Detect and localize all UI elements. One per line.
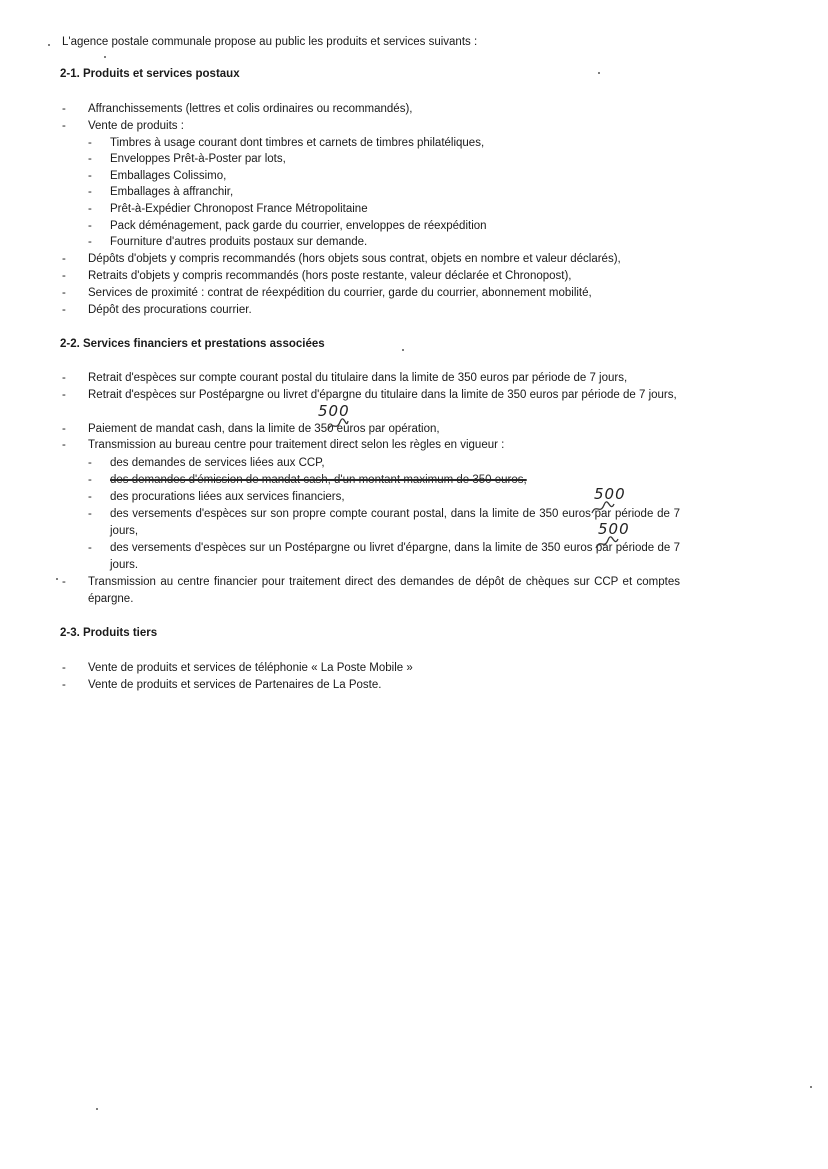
- list-item-text: Services de proximité : contrat de réexpédition du courrier, garde du courrier, abonnement mobilité,: [88, 287, 592, 299]
- list-item: [62, 574, 680, 608]
- list-item-text: Retrait d'espèces sur compte courant postal du titulaire dans la limite de 350 euros par période de 7 jours,: [88, 372, 628, 384]
- scan-speck: [56, 578, 58, 580]
- sub-list-item: [88, 184, 680, 201]
- bullet-dash: -: [62, 576, 66, 588]
- list-item: [62, 118, 680, 135]
- bullet-dash: -: [62, 270, 66, 282]
- sub-list-item: [88, 201, 680, 218]
- bullet-dash: -: [88, 236, 92, 248]
- list-item: [62, 660, 680, 677]
- scan-speck: [104, 56, 106, 58]
- sub-list-item-text: Enveloppes Prêt-à-Poster par lots,: [110, 153, 286, 165]
- sub-list-item-text: Prêt-à-Expédier Chronopost France Métropolitaine: [110, 203, 368, 215]
- list-item-text: Paiement de mandat cash, dans la limite de 350 euros par opération,: [88, 423, 440, 435]
- list-item: [62, 370, 680, 387]
- handwritten-500-annotation: 500: [598, 520, 630, 538]
- sub-list-item-text: Timbres à usage courant dont timbres et carnets de timbres philatéliques,: [110, 137, 485, 149]
- bullet-dash: -: [62, 423, 66, 435]
- list-item: [62, 677, 680, 694]
- bullet-dash: -: [88, 508, 92, 520]
- list-item: [62, 268, 680, 285]
- bullet-dash: -: [88, 137, 92, 149]
- sub-list-item-text: des procurations liées aux services financiers,: [110, 491, 345, 503]
- bullet-dash: -: [62, 439, 66, 451]
- sub-list-item-text: Emballages à affranchir,: [110, 186, 234, 198]
- sub-list-item: [88, 168, 680, 185]
- bullet-dash: -: [62, 662, 66, 674]
- section-heading-third-party: 2-3. Produits tiers: [60, 627, 158, 639]
- section-heading-postal: 2-1. Produits et services postaux: [60, 68, 240, 80]
- list-item-text: Affranchissements (lettres et colis ordinaires ou recommandés),: [88, 103, 413, 115]
- bullet-dash: -: [62, 253, 66, 265]
- scan-speck: [96, 1108, 98, 1110]
- sub-list-item: [88, 135, 680, 152]
- sub-list-item-text: des versements d'espèces sur son propre compte courant postal, dans la limite de 350 euros par période de 7 jours,: [110, 508, 680, 537]
- bullet-dash: -: [62, 304, 66, 316]
- bullet-dash: -: [88, 153, 92, 165]
- list-item-text: Vente de produits et services de Partenaires de La Poste.: [88, 679, 382, 691]
- sub-list-item: [88, 218, 680, 235]
- sub-list-item-text: des demandes de services liées aux CCP,: [110, 457, 325, 469]
- scribble-mark: [326, 418, 350, 434]
- list-item: [62, 387, 680, 404]
- handwritten-500-annotation: 500: [594, 485, 626, 503]
- sub-list-item-text: des versements d'espèces sur un Postépargne ou livret d'épargne, dans la limite de 350 euros par période de 7 jours.: [110, 542, 680, 571]
- list-item: [62, 302, 680, 319]
- sub-list-item: [88, 234, 680, 251]
- bullet-dash: -: [62, 679, 66, 691]
- bullet-dash: -: [88, 186, 92, 198]
- list-item-text: Retrait d'espèces sur Postépargne ou livret d'épargne du titulaire dans la limite de 350 euros par période de 7 jours,: [88, 389, 677, 401]
- sub-list-item: [88, 455, 680, 472]
- scan-speck: [810, 1086, 812, 1088]
- bullet-dash: -: [62, 103, 66, 115]
- scan-speck: [598, 72, 600, 74]
- list-item: [62, 285, 680, 302]
- list-item: [62, 437, 680, 454]
- scan-speck: [48, 44, 50, 46]
- list-item: [62, 101, 680, 118]
- intro-text: L'agence postale communale propose au public les produits et services suivants :: [62, 36, 478, 48]
- scan-speck: [402, 349, 404, 351]
- list-item: [62, 251, 680, 268]
- sub-list-item-text: Emballages Colissimo,: [110, 170, 227, 182]
- bullet-dash: -: [88, 203, 92, 215]
- list-item-text: Transmission au bureau centre pour traitement direct selon les règles en vigueur :: [88, 439, 505, 451]
- bullet-dash: -: [88, 170, 92, 182]
- list-item-text: Dépôt des procurations courrier.: [88, 304, 252, 316]
- list-item-text: Retraits d'objets y compris recommandés (hors poste restante, valeur déclarée et Chronopost),: [88, 270, 572, 282]
- bullet-dash: -: [88, 457, 92, 469]
- bullet-dash: -: [62, 120, 66, 132]
- bullet-dash: -: [88, 491, 92, 503]
- sub-list-item: [88, 151, 680, 168]
- list-item-text: Transmission au centre financier pour traitement direct des demandes de dépôt de chèques sur CCP et comptes épargne.: [88, 576, 680, 605]
- section-heading-financial: 2-2. Services financiers et prestations associées: [60, 338, 325, 350]
- bullet-dash: -: [62, 287, 66, 299]
- list-item: [62, 421, 680, 438]
- scribble-mark: [594, 536, 620, 552]
- list-item-text: Vente de produits et services de téléphonie « La Poste Mobile »: [88, 662, 413, 674]
- bullet-dash: -: [88, 474, 92, 486]
- struck-through-text: des demandes d'émission de mandat cash, d'un montant maximum de 350 euros,: [110, 474, 527, 486]
- scribble-mark: [590, 501, 616, 517]
- list-item-text: Dépôts d'objets y compris recommandés (hors objets sous contrat, objets en nombre et valeur déclarés),: [88, 253, 621, 265]
- bullet-dash: -: [62, 372, 66, 384]
- sub-list-item-text: Fourniture d'autres produits postaux sur demande.: [110, 236, 368, 248]
- bullet-dash: -: [62, 389, 66, 401]
- list-item-text: Vente de produits :: [88, 120, 184, 132]
- bullet-dash: -: [88, 220, 92, 232]
- bullet-dash: -: [88, 542, 92, 554]
- sub-list-item-text: Pack déménagement, pack garde du courrier, enveloppes de réexpédition: [110, 220, 487, 232]
- handwritten-500-annotation: 500: [318, 402, 350, 420]
